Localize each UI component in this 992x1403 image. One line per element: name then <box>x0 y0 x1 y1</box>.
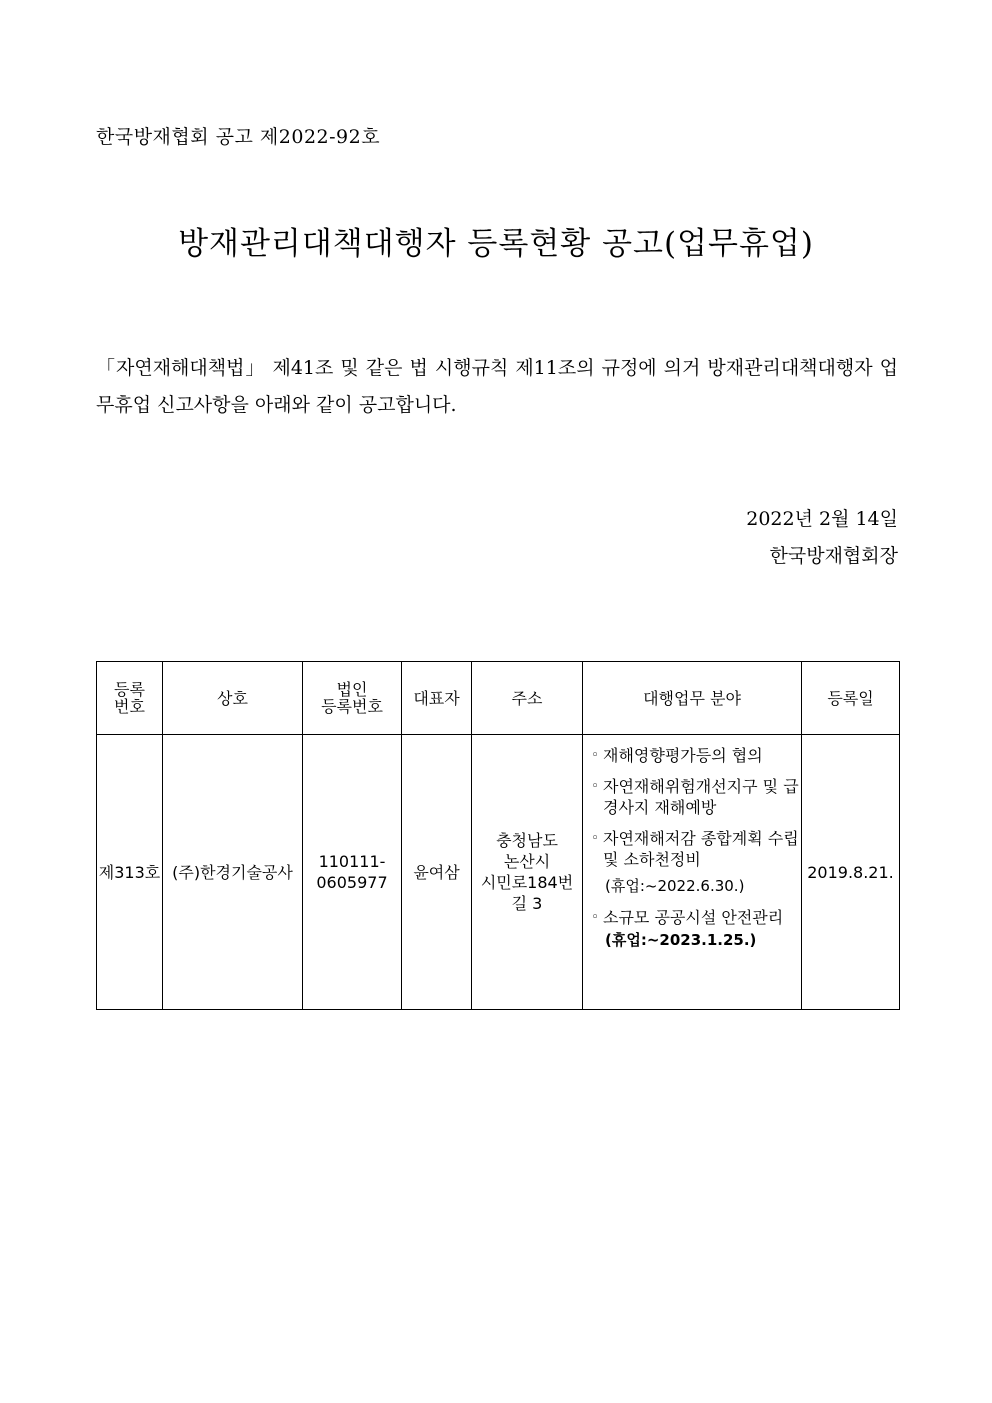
header-address: 주소 <box>472 662 583 735</box>
table-row <box>97 735 900 1010</box>
header-company: 상호 <box>163 662 303 735</box>
cell-corp-reg-no: 110111- 0605977 <box>303 735 402 1010</box>
bullet-icon: ◦ <box>591 910 599 925</box>
table-header-row <box>97 662 900 735</box>
bullet-icon: ◦ <box>591 831 599 846</box>
cell-address: 충청남도 논산시 시민로184번 길 3 <box>472 735 583 1010</box>
cell-representative: 윤여삼 <box>402 735 472 1010</box>
duty-item: ◦ 자연재해위험개선지구 및 급경사지 재해예방 <box>587 776 801 818</box>
suspension-note: (휴업:~2022.6.30.) <box>605 877 745 895</box>
cell-reg-no: 제313호 <box>97 735 163 1010</box>
duty-item: ◦ 소규모 공공시설 안전관리 (휴업:~2023.1.25.) <box>587 907 801 951</box>
notice-body: 「자연재해대책법」 제41조 및 같은 법 시행규칙 제11조의 규정에 의거 방재관리대책대행자 업무휴업 신고사항을 아래와 같이 공고합니다. <box>96 357 898 416</box>
header-reg-no: 등록 번호 <box>97 662 163 735</box>
bullet-icon: ◦ <box>591 779 599 794</box>
cell-reg-date: 2019.8.21. <box>802 735 900 1010</box>
page-title: 방재관리대책대행자 등록현황 공고(업무휴업) <box>178 226 814 262</box>
cell-company: (주)한경기술공사 <box>163 735 303 1010</box>
suspension-note: (휴업:~2023.1.25.) <box>605 931 757 949</box>
header-corp-reg-no: 법인 등록번호 <box>303 662 402 735</box>
registry-table <box>96 661 900 1010</box>
issuer-name: 한국방재협회장 <box>769 545 898 567</box>
cell-duties <box>583 735 802 1010</box>
duty-item: ◦ 재해영향평가등의 협의 <box>587 745 801 766</box>
header-representative: 대표자 <box>402 662 472 735</box>
header-reg-date: 등록일 <box>802 662 900 735</box>
header-duties: 대행업무 분야 <box>583 662 802 735</box>
bullet-icon: ◦ <box>591 748 599 763</box>
notice-number: 한국방재협회 공고 제2022-92호 <box>96 126 381 148</box>
duty-item: ◦ 자연재해저감 종합계획 수립 및 소하천정비 (휴업:~2022.6.30.) <box>587 828 801 897</box>
notice-date: 2022년 2월 14일 <box>746 508 898 530</box>
